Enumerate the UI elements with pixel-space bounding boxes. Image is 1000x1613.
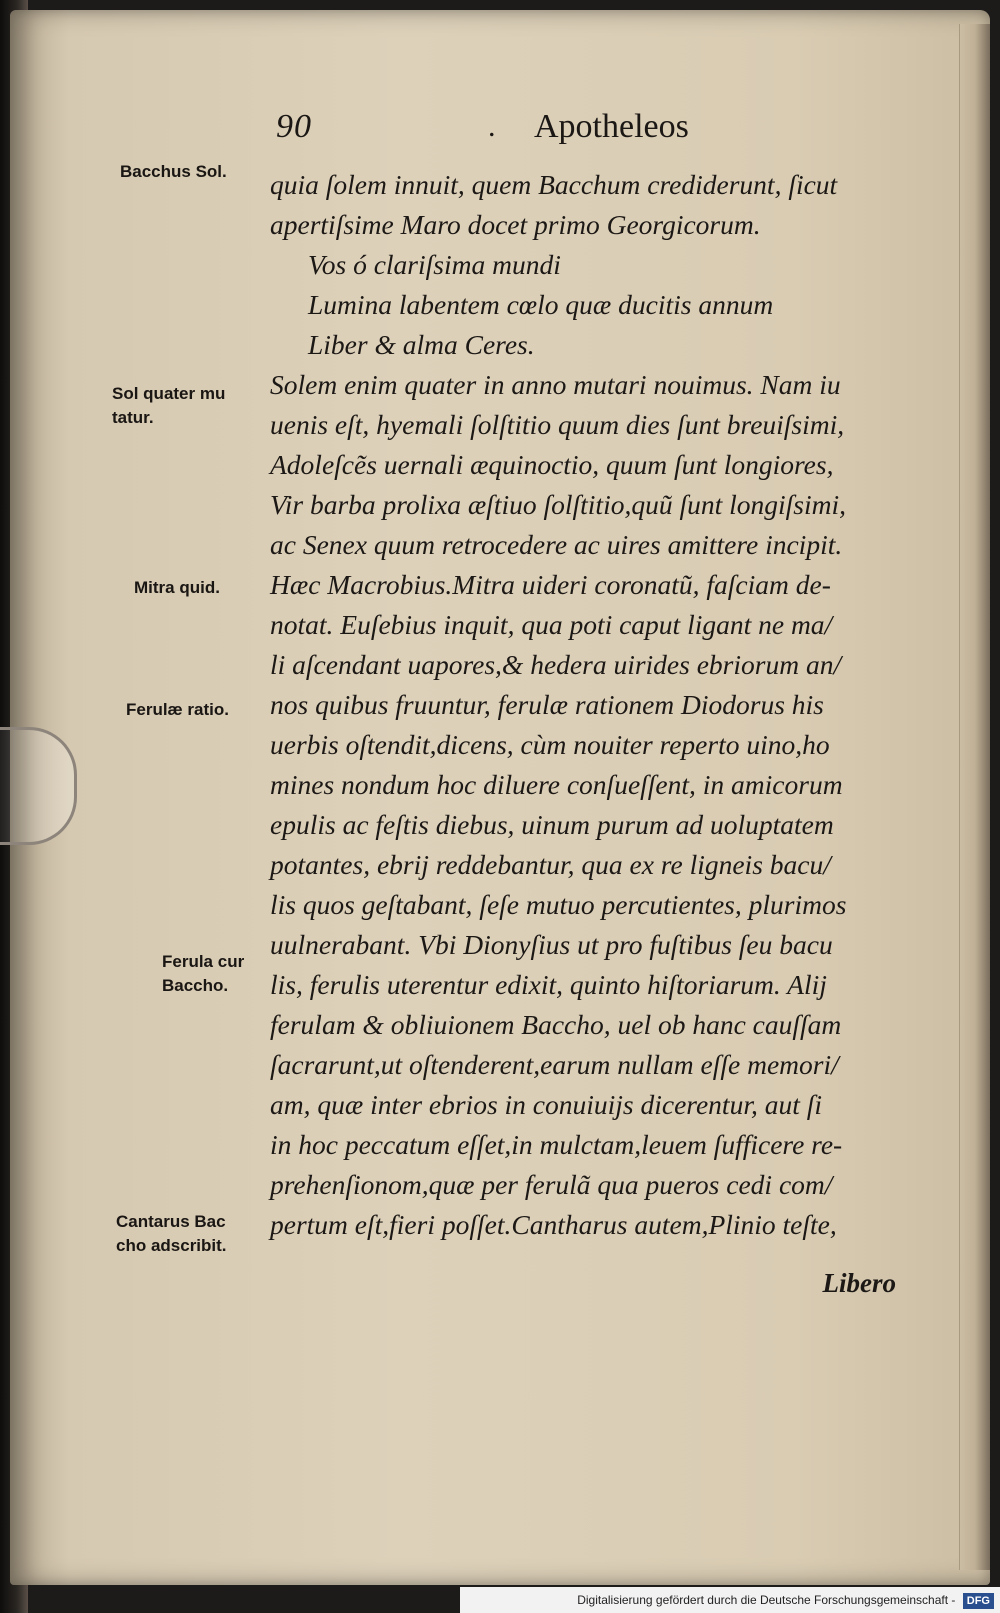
verse-line: Vos ó clariſsima mundi: [308, 249, 561, 280]
margin-note: Bacchus Sol.: [120, 162, 227, 181]
margin-note: Ferula cur Baccho.: [162, 952, 245, 995]
digitization-credit-bar: [460, 1587, 1000, 1613]
text-line: apertiſsime Maro docet primo Georgicorum.: [270, 209, 761, 240]
text-line: notat. Euſebius inquit, qua poti caput ligant ne ma/: [270, 609, 833, 640]
margin-note: Mitra quid.: [134, 578, 220, 597]
header-dot: .: [488, 110, 496, 143]
verse-line: Lumina labentem cœlo quæ ducitis annum: [308, 289, 774, 320]
margin-note: Cantarus Bac cho adscribit.: [116, 1212, 227, 1255]
text-line: Solem enim quater in anno mutari nouimus. Nam iu: [270, 369, 841, 400]
text-line: nos quibus fruuntur, ferulæ rationem Diodorus his: [270, 689, 824, 720]
text-line: Adoleſcẽs uernali æquinoctio, quum ſunt longiores,: [270, 449, 834, 480]
text-line: pertum eſt,fieri poſſet.Cantharus autem,Plinio teſte,: [270, 1209, 837, 1240]
page-edge: [959, 24, 990, 1570]
margin-notes: [100, 0, 268, 1400]
text-line: uulnerabant. Vbi Dionyſius ut pro fuſtibus ſeu bacu: [270, 929, 833, 960]
credit-text: Digitalisierung gefördert durch die Deutsche Forschungsgemeinschaft: [577, 1593, 949, 1607]
text-line: li aſcendant uapores,& hedera uirides ebriorum an/: [270, 649, 842, 680]
text-line: prehenſionom,quæ per ferulã qua pueros cedi com/: [270, 1169, 833, 1200]
text-line: lis quos geſtabant, ſeſe mutuo percutientes, plurimos: [270, 889, 847, 920]
text-line: ferulam & obliuionem Baccho, uel ob hanc cauſſam: [270, 1009, 842, 1040]
page-clip: [0, 727, 77, 845]
dfg-logo-icon: DFG: [963, 1593, 994, 1609]
text-line: am, quæ inter ebrios in conuiuijs dicerentur, aut ſi: [270, 1089, 823, 1120]
margin-note: Ferulæ ratio.: [126, 700, 229, 719]
text-line: uenis eſt, hyemali ſolſtitio quum dies ſunt breuiſsimi,: [270, 409, 845, 440]
catchword: Libero: [822, 1268, 896, 1298]
text-line: ſacrarunt,ut oſtenderent,earum nullam eſſe memori/: [270, 1049, 839, 1080]
text-line: epulis ac feſtis diebus, uinum purum ad uoluptatem: [270, 809, 834, 840]
main-text-block: [270, 165, 910, 1245]
text-line: ac Senex quum retrocedere ac uires amittere incipit.: [270, 529, 843, 560]
running-head: Apotheleos: [534, 108, 689, 145]
credit-dash: -: [951, 1593, 956, 1607]
margin-note: Sol quater mu tatur.: [112, 384, 226, 427]
text-line: in hoc peccatum eſſet,in mulctam,leuem ſufficere re-: [270, 1129, 843, 1160]
page-header: [276, 108, 716, 158]
text-line: quia ſolem innuit, quem Bacchum crediderunt, ſicut: [270, 169, 838, 200]
text-line: mines nondum hoc diluere conſueſſent, in amicorum: [270, 769, 843, 800]
text-line: Vir barba prolixa æſtiuo ſolſtitio,quũ ſunt longiſsimi,: [270, 489, 847, 520]
text-line: Hæc Macrobius.Mitra uideri coronatũ, faſciam de-: [270, 569, 831, 600]
text-line: potantes, ebrij reddebantur, qua ex re ligneis bacu/: [270, 849, 831, 880]
text-line: uerbis oſtendit,dicens, cùm nouiter reperto uino,ho: [270, 729, 830, 760]
page-number: 90: [276, 108, 312, 145]
verse-line: Liber & alma Ceres.: [308, 329, 535, 360]
text-line: lis, ferulis uterentur edixit, quinto hiſtoriarum. Alij: [270, 969, 827, 1000]
